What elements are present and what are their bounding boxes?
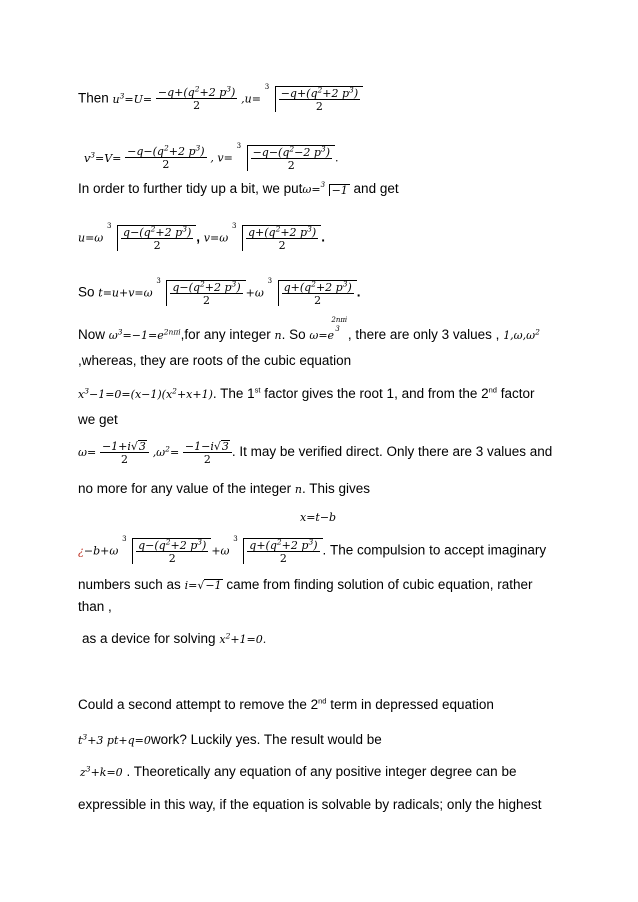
math-omega-sq: $,\omega^2=$ (152, 444, 180, 460)
text-device (82, 632, 266, 646)
math-x-sq: $x^2+1=0$. (219, 631, 267, 646)
text-no-more-a: no more for any value of the integer (78, 481, 292, 496)
text-verified: . It may be verified direct. Only there are 3 values and (231, 444, 553, 460)
text-now-omega (78, 316, 540, 342)
fraction-u: $\frac{-q+(q^2+2 p^3)}{2}$ (157, 84, 236, 112)
cube-root-t2: 3 $\frac{q+(q^2+2 p^3)}{2}$ (268, 280, 357, 306)
text-numbers-such-as: numbers such as (78, 577, 181, 592)
math-v-omega: v=ω (203, 231, 229, 245)
math-u-cubed: $u^3=U=$ (112, 90, 153, 106)
text-luckily: work? Luckily yes. The result would be (150, 732, 382, 747)
cube-root-u: 3 $\frac{-q+(q^2+2 p^3)}{2}$ (265, 86, 363, 112)
math-v-cubed: $v^3=V=$ (84, 149, 122, 165)
cube-root-u-omega: 3 $\frac{q-(q^2+2 p^3)}{2}$ (107, 225, 196, 251)
equation-line-uv-omega: u=ω 3 $\frac{q-(q^2+2 p^3)}{2}$ , v=ω 3 $\frac{q+(q^2+2 p^3)}{2}$ . (78, 222, 325, 252)
cube-root-v-omega: 3 $\frac{q+(q^2+2 p^3)}{2}$ (232, 225, 321, 251)
math-v-eq: , v= (210, 151, 233, 165)
fraction-v: $\frac{-q-(q^2+2 p^3)}{2}$ (127, 143, 205, 171)
math-cubic-factor: $x^3-1=0=(x-1)(x^2+x+1)$ (78, 386, 213, 401)
text-tidy-up-body: In order to further tidy up a bit, we put (78, 181, 303, 196)
math-x-eq (300, 510, 336, 524)
text-so2: . So (281, 327, 306, 342)
text-so: So (78, 284, 95, 300)
equation-line-final: ¿−b+ω 3 $\frac{q-(q^2+2 p^3)}{2}$ +ω 3 $\frac{q+(q^2+2 p^3)}{2}$ . The compulsion to accept imaginary (78, 535, 547, 565)
text-theoretically-body: . Theoretically any equation of any positive integer degree can be (126, 764, 517, 779)
equation-line-omega-values (78, 440, 552, 465)
equation-line-t: So t=u+v=ω 3 $\frac{q-(q^2+2 p^3)}{2}$ +ω 3 $\frac{q+(q^2+2 p^3)}{2}$ . (78, 277, 361, 307)
text-only-three: , there are only 3 values , (347, 327, 500, 342)
math-u-omega: u=ω (78, 231, 104, 245)
text-and-get: and get (353, 181, 399, 196)
cube-root-t1: 3 $\frac{q-(q^2+2 p^3)}{2}$ (156, 280, 245, 306)
text-came-from: came from finding solution of cubic equation, rather (226, 577, 533, 592)
text-first-factor: . The 1st factor gives the root 1, and from the 2nd factor (212, 385, 535, 401)
text-expressible: expressible in this way, if the equation is solvable by radicals; only the highest (78, 797, 542, 812)
math-x-t-b: x=t−b (300, 511, 337, 524)
math-omega-def: ω= 3 −1 (302, 181, 348, 197)
fraction-omega2: $\frac{-1-i√3}{2}$ (183, 440, 232, 465)
math-n2: n (294, 483, 302, 496)
math-depressed: $t^3+3$ pt+q=0 (78, 732, 151, 747)
text-tidy-up (78, 182, 399, 196)
text-depressed (78, 733, 382, 747)
math-omega-exp: ω=e 2nπi 3 (309, 316, 348, 342)
text-numbers-such (78, 578, 533, 592)
text-as-device: as a device for solving (82, 631, 216, 646)
text-second-attempt: Could a second attempt to remove the 2nd term in depressed equation (78, 696, 494, 712)
fraction-omega1: $\frac{-1+i√3}{2}$ (100, 440, 149, 465)
text-whereas: ,whereas, they are roots of the cubic equation (78, 353, 352, 368)
math-neg-b: ¿ (78, 544, 84, 558)
text-theoretically (80, 765, 516, 779)
text-cubic-factor (78, 387, 534, 401)
text-now: Now (78, 327, 106, 342)
math-omega-eq: ω= (78, 446, 97, 460)
cube-root-final1: 3 $\frac{q-(q^2+2 p^3)}{2}$ (122, 538, 211, 564)
text-compulsion: . The compulsion to accept imaginary (322, 542, 547, 558)
equation-line-u (78, 83, 363, 113)
equation-line-v: $v^3=V=$ $\frac{-q-(q^2+2 p^3)}{2}$ , v= 3 $\frac{-q-(q^2-2 p^3)}{2}$ . (84, 142, 339, 172)
math-i-def: i=√−1 (184, 579, 222, 592)
math-t-sum: t=u+v=ω (98, 286, 153, 300)
text-this-gives: . This gives (302, 481, 371, 496)
math-roots: $1,\omega,\omega^2$ (503, 327, 540, 342)
text-no-more (78, 482, 370, 496)
text-we-get: we get (78, 412, 118, 427)
cube-root-v: 3 $\frac{-q-(q^2-2 p^3)}{2}$ (237, 145, 335, 171)
math-z-cubed: $z^3+k=0$ (80, 764, 123, 779)
text-any-integer: ,for any integer (180, 327, 271, 342)
math-u-eq: ,u= (241, 92, 261, 106)
text-then: Then (78, 90, 109, 106)
cube-root-final2: 3 $\frac{q+(q^2+2 p^3)}{2}$ (233, 538, 322, 564)
math-n: n (274, 329, 282, 342)
math-omega-cubed: $\omega^3=-1=e^{2n\pi i}$ (108, 327, 181, 342)
text-than: than , (78, 599, 112, 614)
